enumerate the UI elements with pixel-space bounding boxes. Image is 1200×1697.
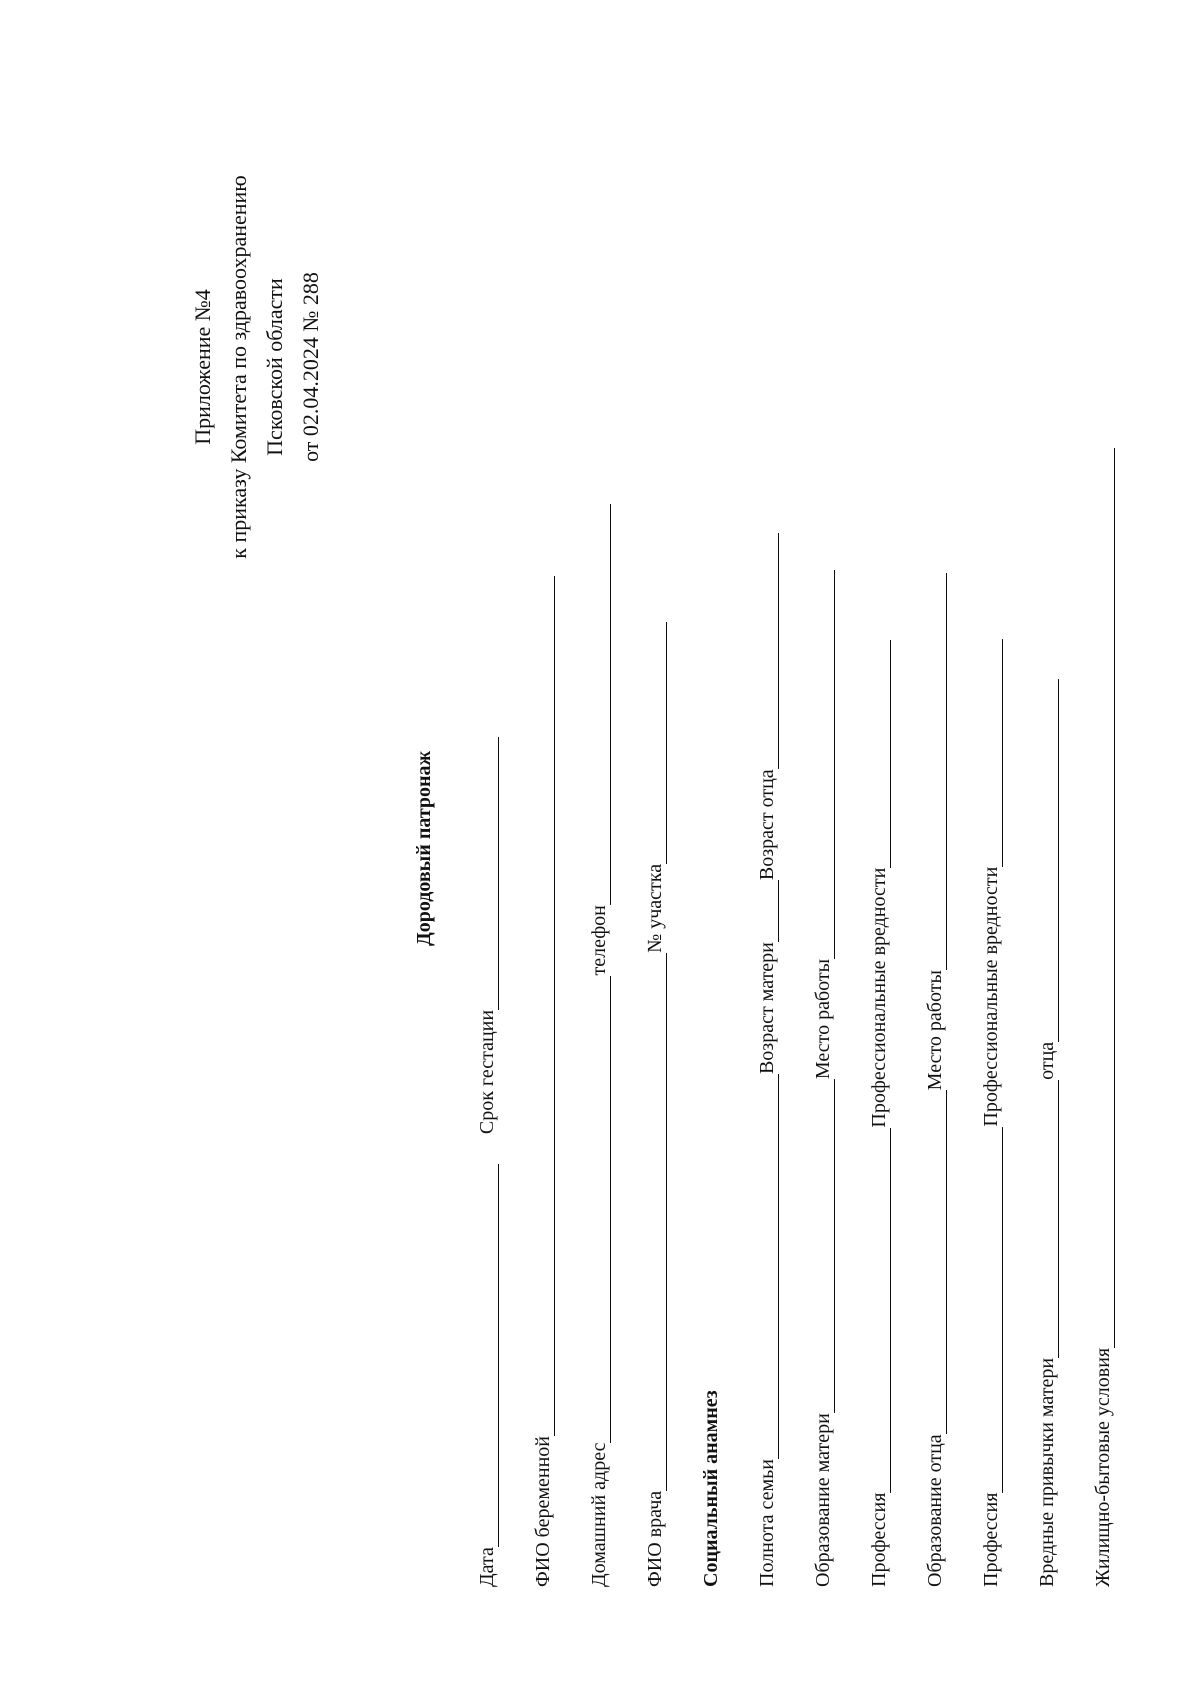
father-profession-label: Профессия [980, 1492, 1002, 1587]
father-hazards-field[interactable] [978, 639, 1003, 867]
phone-field[interactable] [586, 504, 611, 905]
patronage-form [446, 452, 1118, 1587]
mother-hazards-field[interactable] [866, 640, 891, 868]
mother-profession-label: Профессия [868, 1492, 890, 1587]
row-fio-pregnant [502, 452, 558, 1587]
district-label: № участка [644, 863, 666, 953]
approval-line-region: Псковской области [262, 278, 287, 456]
mother-hazards-label: Профессиональные вредности [868, 867, 890, 1128]
father-education-label: Образование отца [924, 1434, 946, 1587]
row-father-profession [950, 452, 1006, 1587]
approval-block [185, 157, 329, 577]
row-date [446, 452, 502, 1587]
father-hazards-label: Профессиональные вредности [980, 866, 1002, 1127]
approval-line-order: к приказу Комитета по здравоохранению [226, 175, 251, 559]
row-mother-profession [838, 452, 894, 1587]
mother-education-field[interactable] [810, 1079, 835, 1413]
row-father-education [894, 452, 950, 1587]
fio-pregnant-field[interactable] [530, 576, 555, 1436]
home-address-field[interactable] [586, 976, 611, 1443]
mother-education-label: Образование матери [812, 1413, 834, 1587]
date-field[interactable] [474, 1164, 499, 1547]
document-title: Дородовый патронаж [413, 750, 435, 947]
living-conditions-field[interactable] [1090, 448, 1115, 1348]
family-completeness-field[interactable] [754, 1074, 779, 1459]
fio-doctor-field[interactable] [642, 953, 667, 1491]
family-completeness-label: Полнота семьи [756, 1459, 778, 1587]
father-habits-field[interactable] [1034, 679, 1059, 1042]
home-address-label: Домашний адрес [588, 1442, 610, 1587]
row-doctor [614, 452, 670, 1587]
mother-habits-label: Вредные привычки матери [1036, 1357, 1058, 1587]
mother-age-label: Возраст матери [756, 942, 778, 1075]
row-address [558, 452, 614, 1587]
approval-line-appendix: Приложение №4 [190, 289, 215, 445]
father-education-field[interactable] [922, 1090, 947, 1434]
row-habits [1006, 452, 1062, 1587]
fio-doctor-label: ФИО врача [644, 1490, 666, 1587]
mother-workplace-label: Место работы [812, 958, 834, 1080]
date-label: Дата [476, 1547, 498, 1587]
gestation-field[interactable] [474, 737, 499, 1010]
district-field[interactable] [642, 622, 667, 864]
row-living [1062, 452, 1118, 1587]
phone-label: телефон [588, 905, 610, 976]
father-habits-label: отца [1036, 1041, 1058, 1080]
father-profession-field[interactable] [978, 1127, 1003, 1493]
mother-profession-field[interactable] [866, 1128, 891, 1493]
gestation-label: Срок гестации [476, 1009, 498, 1135]
father-age-label: Возраст отца [756, 769, 778, 881]
approval-line-date: от 02.04.2024 № 288 [298, 272, 323, 462]
father-age-field[interactable] [754, 533, 779, 769]
mother-habits-field[interactable] [1034, 1080, 1059, 1358]
living-conditions-label: Жилищно-бытовые условия [1092, 1347, 1114, 1587]
social-anamnesis-heading: Социальный анамнез [700, 1390, 722, 1587]
row-social-heading [670, 452, 726, 1587]
father-workplace-field[interactable] [922, 573, 947, 970]
father-workplace-label: Место работы [924, 970, 946, 1091]
row-family [726, 452, 782, 1587]
row-mother-education [782, 452, 838, 1587]
mother-workplace-field[interactable] [810, 570, 835, 959]
fio-pregnant-label: ФИО беременной [532, 1436, 554, 1587]
mother-age-field[interactable] [754, 880, 779, 942]
